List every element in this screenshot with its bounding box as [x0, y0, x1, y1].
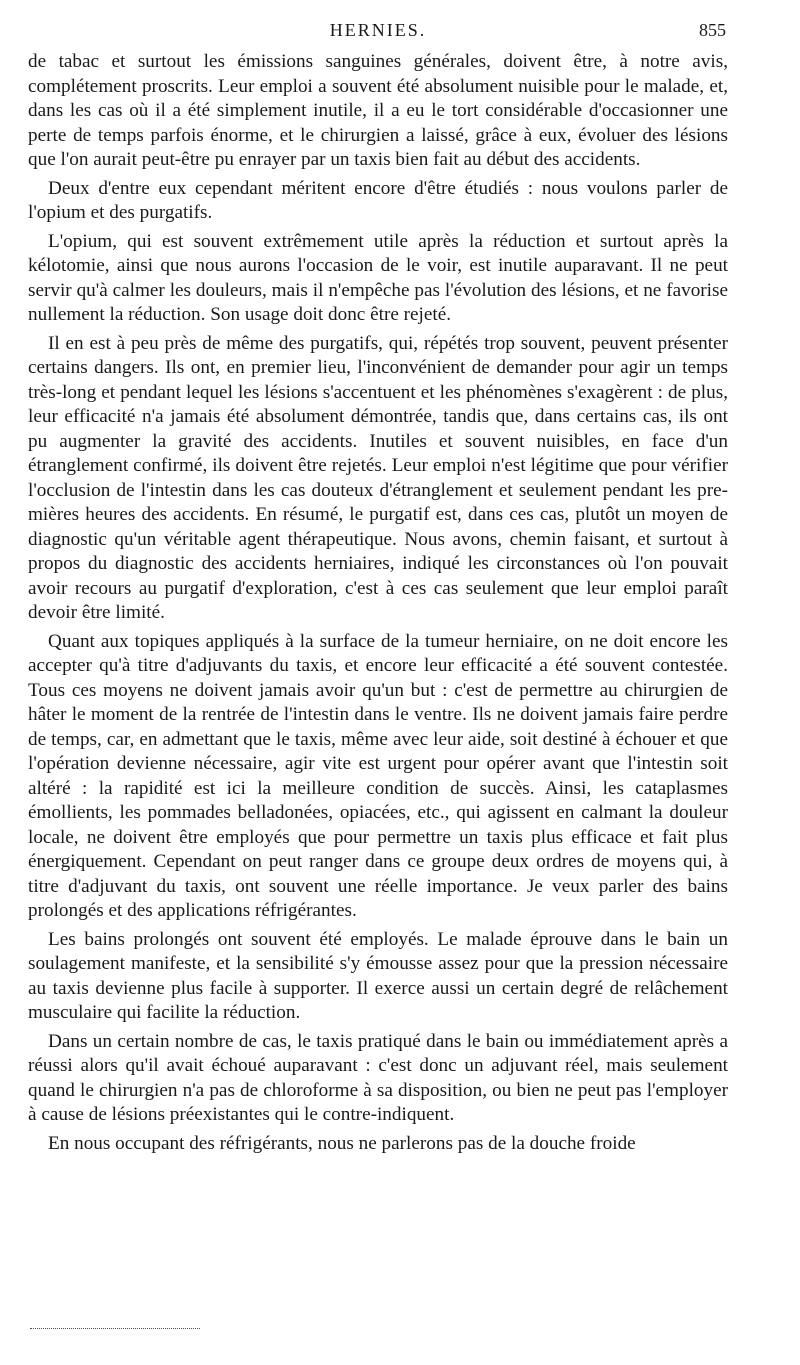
running-title: HERNIES.: [329, 20, 427, 40]
paragraph: En nous occupant des réfrigérants, nous ne parlerons pas de la douche froide: [48, 1132, 636, 1154]
paragraph: Deux d'entre eux cependant méritent encore d'être étudiés : nous voulons parler de l'opium et des purgatifs.: [28, 177, 728, 223]
footer-rule: [30, 1328, 200, 1329]
paragraph: Dans un certain nombre de cas, le taxis pratiqué dans le bain ou immédiatement après a réussi alors qu'il avait échoué auparavant : c'est donc un adjuvant réel, mais seulement quand le chirurgien n'a pas de chloroforme à sa disposition, ou bien ne peut pas l'employer à cause de lésions préexistantes qui le contre-indiquent.: [28, 1030, 728, 1125]
body-text: [28, 50, 728, 1160]
paragraph: Les bains prolongés ont souvent été employés. Le malade éprouve dans le bain un soulagement manifeste, et la sensibilité s'y émousse assez pour que la pression nécessaire au taxis devienne plus facile à supporter. Il exerce aussi un certain degré de relâchement musculaire qui facilite la réduction.: [28, 928, 728, 1023]
paragraph: de tabac et surtout les émissions sanguines générales, doivent être, à notre avis, complétement proscrits. Leur emploi a souvent été absolument nuisible pour le malade, et, dans les cas où il a été simplement inutile, il a eu le tort considérable d'occasionner une perte de temps parfois énorme, et le chirurgien a laissé, grâce à eux, évoluer des lésions que l'on aurait peut-être pu enrayer par un taxis bien fait au début des accidents.: [28, 51, 728, 170]
page-number: 855: [699, 20, 726, 40]
running-head: [28, 20, 728, 46]
paragraph: Quant aux topiques appliqués à la surface de la tumeur herniaire, on ne doit encore les accepter qu'à titre d'adjuvants du taxis, et encore leur efficacité a été souvent contestée. Tous ces moyens ne doivent jamais avoir qu'un but : c'est de permettre au chirurgien de hâter le moment de la rentrée de l'intestin dans le ventre. Ils ne doivent jamais faire perdre de temps, car, en admettant que le taxis, même avec leur aide, soit destiné à échouer et que l'opération devienne nécessaire, agir vite est urgent pour opérer avant que l'intestin soit altéré : la rapidité est ici la meilleure condition de succès. Ainsi, les cataplasmes émollients, les pommades belladonées, opiacées, etc., qui agissent en calmant la douleur locale, ne doivent être employés que pour permettre un taxis plus efficace et fait plus énergiquement. Cependant on peut ranger dans ce groupe deux ordres de moyens qui, à titre d'adjuvant du taxis, ont souvent une réelle importance. Je veux parler des bains prolongés et des applications réfrigérantes.: [28, 630, 728, 921]
paragraph: L'opium, qui est souvent extrêmement utile après la réduction et surtout après la kélotomie, ainsi que nous aurons l'occasion de le voir, est inutile auparavant. Il ne peut servir qu'à calmer les douleurs, mais il n'empêche pas l'évolution des lésions, et ne favorise nullement la réduction. Son usage doit donc être rejeté.: [28, 230, 728, 325]
paragraph: Il en est à peu près de même des purgatifs, qui, répétés trop souvent, peuvent présenter certains dangers. Ils ont, en premier lieu, l'inconvénient de demander pour agir un temps très-long et pendant lequel les lésions s'accentuent et les phénomènes s'exagèrent : de plus, leur efficacité n'a jamais été absolument démontrée, tandis que, dans certains cas, ils ont pu augmenter la gravité des accidents. Inutiles et souvent nuisibles, en face d'un étranglement confirmé, ils doivent être rejetés. Leur emploi n'est légitime que pour vérifier l'occlusion de l'intestin dans les cas douteux d'étranglement et seulement pendant les premières heures des accidents. En résumé, le purgatif est, dans ces cas, plutôt un moyen de diagnostic qu'un véritable agent thérapeutique. Nous avons, chemin faisant, et surtout à propos du diagnostic des accidents herniaires, indiqué les circonstances où l'on pouvait avoir recours au purgatif d'exploration, c'est à ces cas seulement que leur emploi paraît devoir être limité.: [28, 332, 728, 623]
